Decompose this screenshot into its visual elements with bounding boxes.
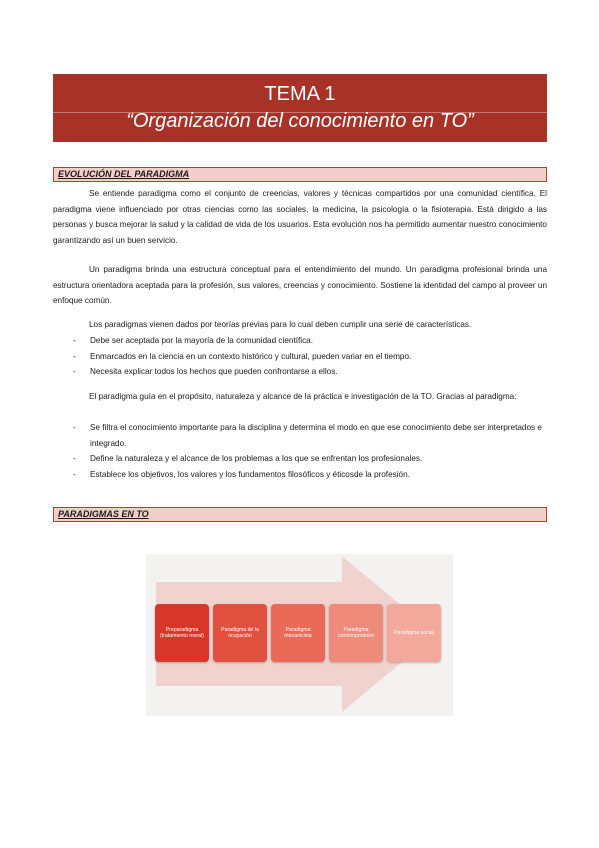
section-header-evolucion: EVOLUCIÓN DEL PARADIGMA — [53, 167, 547, 182]
document-title: TEMA 1 — [264, 83, 336, 105]
list-item: - Enmarcados en la ciencia en un contexto histórico y cultural, pueden variar en el tiempo. — [53, 349, 547, 365]
stage-label: Paradigma contemporáneo — [337, 626, 375, 639]
paragraph-1-text: Se entiende paradigma como el conjunto de creencias, valores y técnicas compartidos por una comunidad científica. El paradigma viene influenciado por otras ciencias como las sociales, la medicina, la psicología o la fisioterapia. Está dirigido a las personas y busca mejorar la salud y la calidad de vida de los usuarios. Esta evolución nos ha permitido aumentar nuestro conocimiento garantizando así un buen servicio. — [53, 189, 547, 245]
paragraph-4-text: El paradigma guía en el propósito, naturaleza y alcance de la práctica e investigación de la TO. Gracias al paradigma: — [89, 392, 517, 401]
stage-label: Paradigma de la ocupación — [221, 626, 259, 639]
paragraph-3-text: Los paradigmas vienen dados por teorías previas para lo cual deben cumplir una serie de características. — [89, 320, 472, 329]
paragraph-2-text: Un paradigma brinda una estructura conceptual para el entendimiento del mundo. Un paradigma profesional brinda una estructura orientadora aceptada para la profesión, sus valores, creencias y conocimiento. Sostiene la identidad del campo al proveer un enfoque común. — [53, 265, 547, 305]
paradigm-functions-list — [53, 420, 547, 482]
paragraph-3 — [53, 317, 547, 333]
list-item: - Necesita explicar todos los hechos que pueden confrontarse a ellos. — [53, 364, 547, 380]
list-item: - Define la naturaleza y el alcance de los problemas a los que se enfrentan los profesionales. — [53, 451, 547, 467]
stage-label: Paradigma social — [394, 629, 434, 636]
list-item: - Se filtra el conocimiento importante para la disciplina y determina el modo en que ese conocimiento debe ser interpretados e integrado. — [53, 420, 547, 451]
title-banner — [53, 74, 547, 142]
stage-box — [155, 604, 209, 662]
stage-label: Preparadigma (tratamiento moral) — [160, 626, 204, 639]
paragraph-2 — [53, 262, 547, 309]
document-subtitle: “Organización del conocimiento en TO” — [126, 110, 474, 132]
stage-label: Paradigma mecanicista — [284, 626, 312, 639]
characteristics-list — [53, 333, 547, 380]
list-item: - Debe ser aceptada por la mayoría de la comunidad científica. — [53, 333, 547, 349]
section-header-paradigmas: PARADIGMAS EN TO — [53, 507, 547, 522]
stage-box — [213, 604, 267, 662]
paragraph-4 — [53, 389, 547, 405]
paradigms-diagram — [146, 554, 453, 716]
list-item: - Establece los objetivos, los valores y los fundamentos filosóficos y éticosde la profesión. — [53, 467, 547, 483]
stage-box — [387, 604, 441, 662]
paragraph-1 — [53, 186, 547, 248]
stage-box — [271, 604, 325, 662]
stage-box — [329, 604, 383, 662]
